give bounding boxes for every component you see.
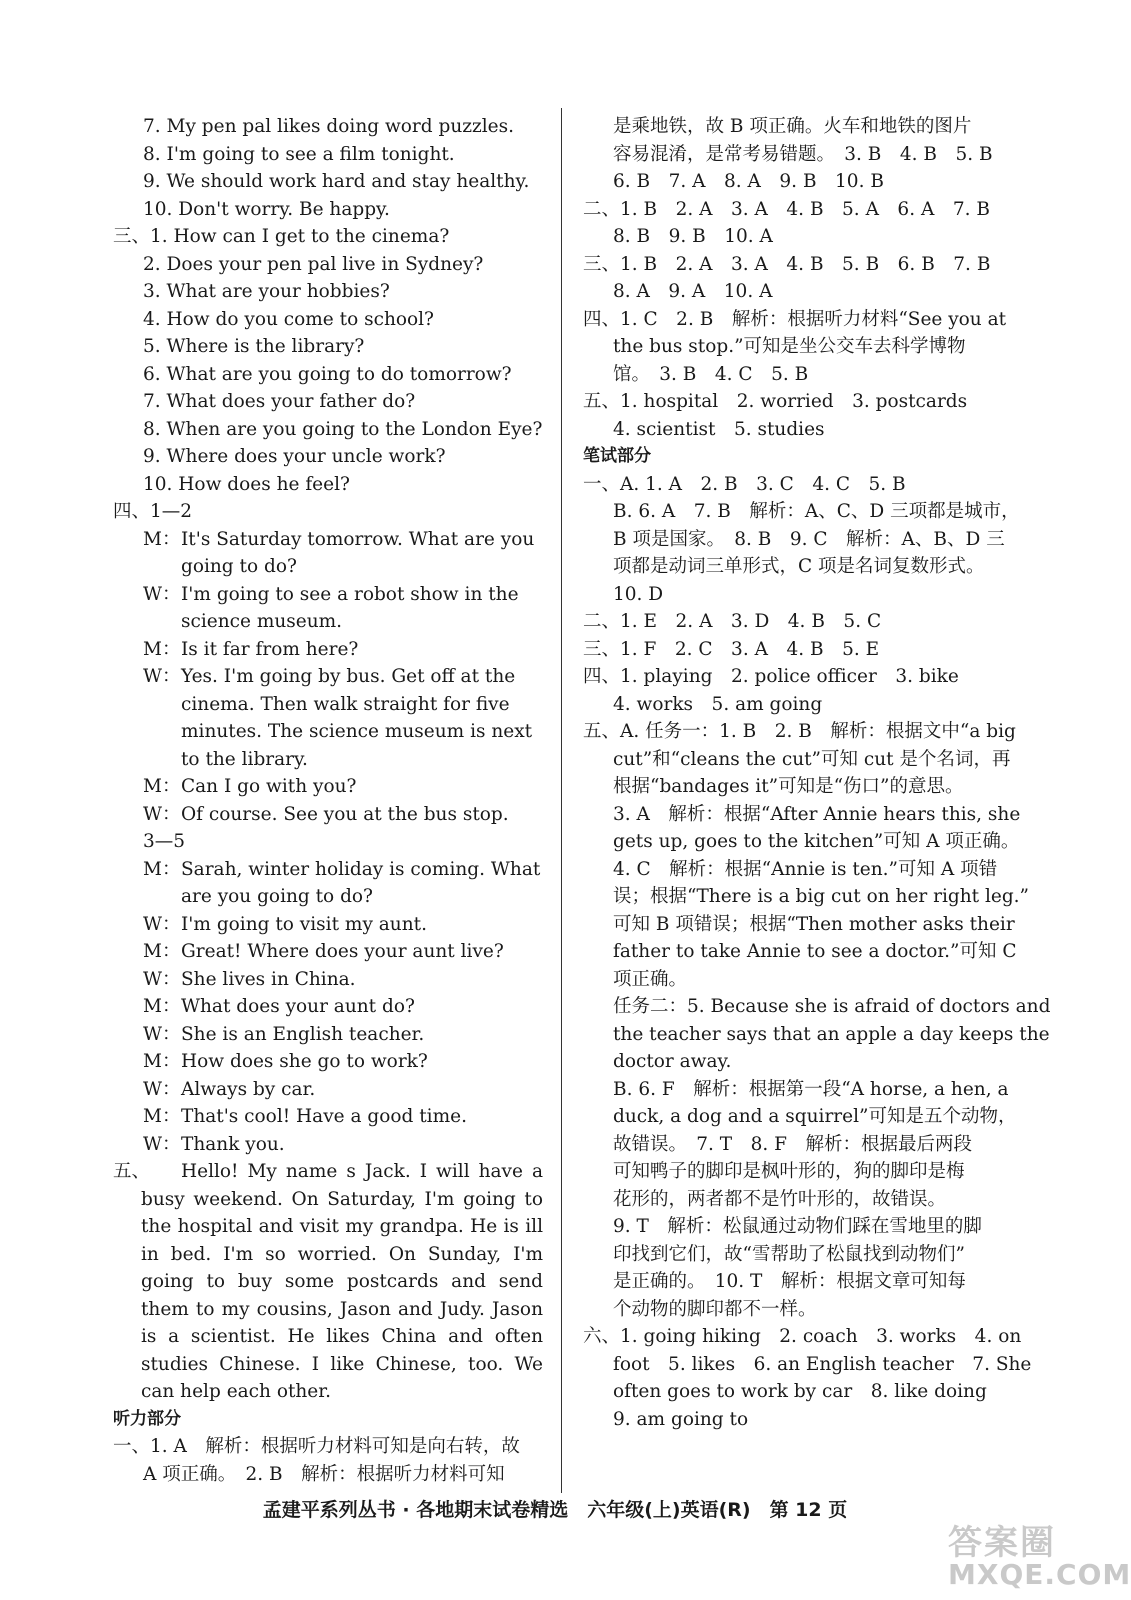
answer-line: 4. How do you come to school?	[143, 308, 434, 330]
answer-line: duck, a dog and a squirrel”可知是五个动物，	[613, 1106, 1017, 1127]
answer-line: 9. Where does your uncle work?	[143, 446, 446, 467]
answer-line: 8. When are you going to the London Eye?	[143, 418, 543, 440]
right-column	[583, 113, 1051, 1433]
dialog-text: I'm going to see a robot show in the science museum.	[181, 583, 519, 632]
speaker: W：	[143, 1133, 181, 1155]
watermark-logo	[948, 1515, 1131, 1595]
dialog-line	[143, 1103, 543, 1131]
answer-line: 项正确。	[613, 968, 688, 990]
answer-line: A 项正确。 2. B 解析：根据听力材料可知	[143, 1463, 505, 1485]
answer-line: 7. My pen pal likes doing word puzzles.	[143, 116, 514, 137]
answer-line: father to take Annie to see a doctor.”可知 C	[613, 941, 1017, 962]
dialog-text: I'm going to visit my aunt.	[181, 913, 427, 935]
answer-line: 7. What does your father do?	[143, 391, 416, 412]
answer-line: 3. A 解析：根据“After Annie hears this, she	[613, 803, 1021, 825]
answer-line: 8. B 9. B 10. A	[613, 226, 773, 247]
speaker: W：	[143, 803, 181, 825]
dialog-text: Of course. See you at the bus stop.	[181, 803, 509, 825]
dialog-2	[113, 856, 543, 1159]
answer-line: 项都是动词三单形式，C 项是名词复数形式。	[613, 556, 985, 577]
speaker: M：	[143, 776, 181, 797]
answer-line: 10. D	[613, 583, 664, 605]
listening-heading: 听力部分	[113, 1408, 181, 1429]
answer-line: 3. What are your hobbies?	[143, 281, 390, 302]
answer-line: B. 6. A 7. B 解析：A、C、D 三项都是城市，	[613, 501, 1020, 522]
dialog-line	[143, 773, 543, 801]
speaker: M：	[143, 1106, 181, 1127]
dialog-text: How does she go to work?	[181, 1051, 428, 1072]
answer-line: 四、1. playing 2. police officer 3. bike	[583, 666, 959, 687]
dialog-text: Sarah, winter holiday is coming. What are you going to do?	[181, 858, 541, 907]
dialog-text: Great! Where does your aunt live?	[181, 941, 504, 962]
answer-line: B 项是国家。 8. B 9. C 解析：A、B、D 三	[613, 528, 1005, 550]
dialog-text: Always by car.	[181, 1078, 316, 1100]
speaker: M：	[143, 941, 181, 962]
speaker: W：	[143, 968, 181, 990]
dialog-line	[143, 1131, 543, 1159]
dialog-1	[113, 526, 543, 829]
speaker: M：	[143, 996, 181, 1017]
passage	[113, 1158, 543, 1406]
answer-line: foot 5. likes 6. an English teacher 7. She	[613, 1353, 1032, 1375]
dialog-line	[143, 856, 543, 911]
answer-line: 六、1. going hiking 2. coach 3. works 4. on	[583, 1326, 1022, 1347]
speaker: W：	[143, 666, 181, 687]
answer-line: 6. What are you going to do tomorrow?	[143, 363, 512, 385]
dialog-text: Can I go with you?	[181, 776, 357, 797]
watermark-url: MXQE.COM	[948, 1558, 1131, 1591]
left-column	[113, 113, 543, 1488]
dialog-text: She is an English teacher.	[181, 1023, 425, 1045]
answer-line: 2. Does your pen pal live in Sydney?	[143, 253, 484, 275]
answer-line: 10. How does he feel?	[143, 473, 350, 495]
answer-line: 根据“bandages it”可知是“伤口”的意思。	[613, 776, 964, 797]
dialog-line	[143, 581, 543, 636]
answer-line: 三、1. B 2. A 3. A 4. B 5. B 6. B 7. B	[583, 253, 991, 275]
dialog-line	[143, 1021, 543, 1049]
answer-line: 故错误。 7. T 8. F 解析：根据最后两段	[613, 1133, 972, 1155]
answer-line: 5. Where is the library?	[143, 336, 365, 357]
dialog-line	[143, 636, 543, 664]
dialog-text: That's cool! Have a good time.	[181, 1106, 467, 1127]
dialog-text: It's Saturday tomorrow. What are you going to do?	[181, 528, 535, 577]
dialog-line	[143, 938, 543, 966]
answer-line: 二、1. B 2. A 3. A 4. B 5. A 6. A 7. B	[583, 198, 990, 220]
dialog-line	[143, 966, 543, 994]
answer-line: 4. scientist 5. studies	[613, 418, 825, 440]
answer-line: 可知鸭子的脚印是枫叶形的，狗的脚印是梅	[613, 1161, 965, 1182]
answer-line: 4. C 解析：根据“Annie is ten.”可知 A 项错	[613, 858, 998, 880]
dialog-text: She lives in China.	[181, 968, 356, 990]
dialog-text: Yes. I'm going by bus. Get off at the cinema. Then walk straight for five minutes. The science museum is next to the library.	[181, 666, 533, 770]
speaker: W：	[143, 1078, 181, 1100]
answer-line: 一、A. 1. A 2. B 3. C 4. C 5. B	[583, 473, 906, 495]
section-label: 四、1—2	[113, 501, 193, 522]
speaker: W：	[143, 913, 181, 935]
answer-line: 4. works 5. am going	[613, 693, 823, 715]
dialog-text: Thank you.	[181, 1133, 285, 1155]
passage-text: Hello! My name s Jack. I will have a busy weekend. On Saturday, I'm going to the hospital and visit my grandpa. He is ill in bed. I'm so worried. On Sunday, I'm going to buy some postcards and send them to my cousins, Jason and Judy. Jason is a scientist. He likes China and often studies Chinese. I like Chinese, too. We can help each other.	[141, 1161, 543, 1402]
section-heading: 笔试部分	[583, 446, 651, 466]
answer-line: the bus stop.”可知是坐公交车去科学博物	[613, 336, 966, 357]
section-label: 五、	[113, 1161, 151, 1182]
dialog-line	[143, 801, 543, 829]
watermark-text: 答案圈	[948, 1523, 1056, 1563]
answer-line: 个动物的脚印都不一样。	[613, 1298, 817, 1320]
dialog-line	[143, 1048, 543, 1076]
answer-line: 三、1. F 2. C 3. A 4. B 5. E	[583, 638, 880, 660]
answer-line: doctor away.	[613, 1051, 732, 1072]
dialog-line	[143, 911, 543, 939]
answer-line: 五、1. hospital 2. worried 3. postcards	[583, 391, 968, 412]
speaker: M：	[143, 858, 181, 880]
answer-line: 一、1. A 解析：根据听力材料可知是向右转，故	[113, 1436, 520, 1457]
answer-line: 三、1. How can I get to the cinema?	[113, 226, 450, 247]
answer-line: 10. Don't worry. Be happy.	[143, 198, 390, 220]
answer-line: 印找到它们，故“雪帮助了松鼠找到动物们”	[613, 1243, 965, 1265]
speaker: W：	[143, 583, 181, 605]
dialog-line	[143, 993, 543, 1021]
answer-line: 误；根据“There is a big cut on her right leg.”	[613, 886, 1030, 907]
answer-line: 二、1. E 2. A 3. D 4. B 5. C	[583, 611, 882, 632]
answer-line: 9. T 解析：松鼠通过动物们踩在雪地里的脚	[613, 1216, 982, 1237]
speaker: W：	[143, 1023, 181, 1045]
answer-line: B. 6. F 解析：根据第一段“A horse, a hen, a	[613, 1078, 1009, 1100]
speaker: M：	[143, 528, 181, 550]
dialog-line	[143, 663, 543, 773]
page-footer: 孟建平系列丛书 · 各地期末试卷精选 六年级(上)英语(R) 第 12 页	[262, 1499, 848, 1521]
answer-line: 8. A 9. A 10. A	[613, 281, 773, 302]
answer-line: 是乘地铁，故 B 项正确。火车和地铁的图片	[613, 116, 972, 137]
speaker: M：	[143, 638, 181, 660]
answer-line: 馆。 3. B 4. C 5. B	[613, 363, 809, 385]
column-divider	[561, 108, 562, 1493]
answer-line: often goes to work by car 8. like doing	[613, 1381, 987, 1402]
speaker: M：	[143, 1051, 181, 1072]
answer-line: 五、A. 任务一：1. B 2. B 解析：根据文中“a big	[583, 721, 1016, 742]
dialog-line	[143, 1076, 543, 1104]
answer-line: 容易混淆，是常考易错题。 3. B 4. B 5. B	[613, 143, 993, 165]
answer-line: 8. I'm going to see a film tonight.	[143, 143, 455, 165]
answer-line: the teacher says that an apple a day keeps the	[613, 1023, 1050, 1045]
answer-line: 是正确的。 10. T 解析：根据文章可知每	[613, 1271, 966, 1292]
dialog-text: What does your aunt do?	[181, 996, 415, 1017]
answer-line: gets up, goes to the kitchen”可知 A 项正确。	[613, 831, 1020, 852]
answer-line: 花形的，两者都不是竹叶形的，故错误。	[613, 1188, 947, 1210]
answer-line: 9. We should work hard and stay healthy.	[143, 171, 530, 192]
answer-line: 6. B 7. A 8. A 9. B 10. B	[613, 171, 884, 192]
answer-line: 四、1. C 2. B 解析：根据听力材料“See you at	[583, 308, 1007, 330]
dialog-line	[143, 526, 543, 581]
answer-line: 可知 B 项错误；根据“Then mother asks their	[613, 913, 1015, 935]
answer-line: 9. am going to	[613, 1408, 749, 1430]
section-label: 3—5	[143, 831, 186, 852]
answer-line: cut”和“cleans the cut”可知 cut 是个名词，再	[613, 748, 1011, 770]
dialog-text: Is it far from here?	[181, 638, 359, 660]
answer-line: 任务二：5. Because she is afraid of doctors and	[613, 996, 1051, 1017]
